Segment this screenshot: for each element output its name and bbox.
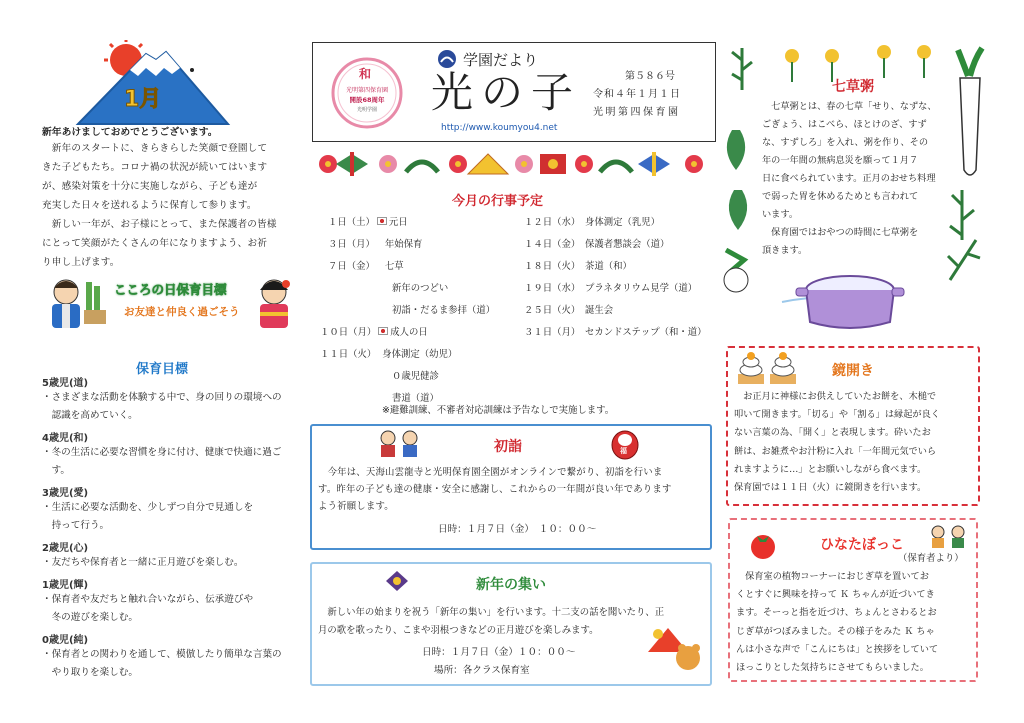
plum-blossom-icon [449,155,467,173]
schedule-event: 身体測定（幼児） [382,349,458,360]
schedule-row [392,368,439,382]
holiday-flag-icon [378,327,388,335]
goal-item [42,429,304,480]
children-with-plant-icon [926,522,970,552]
goal-line: 持って行う。 [42,520,110,531]
girl-kimono-icon [250,276,298,330]
flower-icon [785,49,799,82]
month-label: 1月 [124,87,162,112]
schedule-row [524,302,613,316]
schedule-event: プラネタリウム見学（道） [584,283,698,294]
newsletter-title: 光の子 [431,68,582,117]
kagami-line: 保育園では１１日（火）に鏡開きを行います。 [734,482,927,494]
shinnen-time: 日時：１月７日（金）１０：００〜 [422,647,576,658]
issue-number: 第５８６号 [625,71,675,82]
schedule-date: １１日（火） [320,349,377,360]
schedule-event: 七草 [384,261,404,272]
masthead [312,42,716,142]
goal-age: 4歳児(和) [42,433,89,444]
greeting-title: 新年あけましておめでとうございます。 [42,127,218,138]
goal-item [42,576,304,627]
new-year-ornament-strip [318,150,710,178]
goal-line: ・生活に必要な活動を、少しずつ自分で見通しを [42,502,254,513]
hatsumode-title: 初詣 [494,439,522,455]
greeting-line: 充実した日々を送れるように保育して参ります。 [42,200,257,211]
greeting-line: 新年のスタートに、きらきらした笑顔で登園して [42,143,268,154]
goal-line: ・友だちや保育者と一緒に正月遊びを楽しむ。 [42,557,244,568]
shinnen-line: 新しい年の始まりを祝う「新年の集い」を行います。十二支の話を聞いたり、正 [318,607,665,618]
plum-blossom-icon [575,155,593,173]
goal-line: ・保育者や友だちと触れ合いながら、伝承遊びや [42,594,254,605]
nanakusa-title: 七草粥 [832,79,874,95]
plum-blossom-icon [685,155,703,173]
goal-age: 0歳児(純) [42,635,89,646]
schedule-event: 茶道（和） [584,261,632,272]
children-praying-icon [376,430,424,458]
leafy-green-icon [727,130,745,170]
goal-line: やり取りを楽しむ。 [42,667,138,678]
folding-fan-icon [468,154,508,174]
herb-icon [732,48,752,90]
shinnen-place: 場所：各クラス保育室 [434,665,530,676]
hinata-line: じぎ草がつぼみました。その様子をみた Ｋ ちゃ [736,625,935,637]
schedule-row [524,258,632,272]
leafy-green-icon [729,190,747,230]
schedule-date: １４日（金） [524,239,576,250]
schedule-date: １０日（月） [320,327,377,338]
schedule-row [524,280,697,294]
schedule-date: ３日（月） [328,239,375,250]
kagami-line: れますように…」とお願いしながら食べます。 [734,463,927,475]
flower-icon [917,45,931,78]
nanakusa-line: 保育園ではおやつの時間に七草粥を [762,227,919,238]
school-emblem-icon [437,49,457,69]
schedule-date: １日（土） [328,217,375,228]
shinnen-title: 新年の集い [476,577,546,593]
goal-line: ・さまざまな活動を体験する中で、身の回りの環境への [42,392,282,403]
hatsumode-line: 今年は、天海山雲龍寺と光明保育園全園がオンラインで繋がり、初詣を行いま [318,467,663,478]
schedule-row [320,324,428,338]
kagami-panel [726,346,980,506]
nanakusa-body [762,98,954,260]
schedule-row [328,214,408,228]
goal-age: 1歳児(輝) [42,580,89,591]
flower-icon [877,45,891,78]
goal-line: 認識を高めていく。 [42,410,138,421]
schedule-date: ３１日（月） [524,327,576,338]
kagami-mochi-icon [736,350,798,386]
fan-and-bear-icon [646,622,706,674]
goal-line: ・冬の生活に必要な習慣を身に付け、健康で快適に過ご [42,447,282,458]
goal-age: 3歳児(愛) [42,488,89,499]
schedule-row [524,214,660,228]
goal-age: 5歳児(道) [42,378,89,389]
schedule-event: 誕生会 [584,305,614,316]
goal-line: す。 [42,465,71,476]
pine-branch-icon [600,162,632,172]
hatsumode-line: す。昨年の子ども達の健康・安全に感謝し、これからの一年間が良い年であります [318,484,672,495]
kagami-title: 鏡開き [832,363,874,379]
daikon-radish-icon [958,48,982,175]
schedule-event: 保護者懇談会（道） [584,239,670,250]
plum-blossom-icon [319,155,337,173]
website-link[interactable]: http://www.koumyou4.net [441,123,558,133]
hinata-panel [728,518,978,682]
schedule-row [524,236,669,250]
greeting-line: 新しい一年が、お子様にとって、また保護者の皆様 [42,219,277,230]
schedule-event: ０歳児健診 [392,371,439,382]
daruma-label: 福 [620,447,627,455]
schedule-note: ※避難訓練、不審者対応訓練は予告なしで実施します。 [382,405,615,416]
kagami-body [734,388,976,497]
goals-title: 保育目標 [136,362,189,377]
schedule-date: ７日（金） [328,261,375,272]
issue-date: 令和４年１月１日 [593,89,681,100]
schedule-event: 新年のつどい [392,283,449,294]
seal-kanji: 和 [359,67,372,81]
schedule-row [328,258,404,272]
hatsumode-panel [310,424,712,550]
rice-porridge-pot-icon [782,276,904,328]
pine-branch-icon [406,162,438,172]
schedule-date: １２日（水） [524,217,576,228]
school-name: 光明第四保育園 [593,107,681,118]
kite-icon [540,154,566,174]
kagami-line: ない言葉の為、「開く」と表現します。砕いたお [734,427,931,439]
nanakusa-line: 日に食べられています。正月のおせち料理 [762,173,936,184]
schedule-date: １８日（火） [524,261,576,272]
kokoro-title: こころの日保育目標 [114,282,227,297]
schedule-row [328,236,422,250]
greeting-line: にとって笑顔がたくさんの年になりますよう、お祈 [42,238,268,249]
tomato-icon [748,530,778,560]
schedule-event: 身体測定（乳児） [584,217,660,228]
plum-blossom-icon [515,155,533,173]
seal-line-1: 光明第四保育園 [345,87,388,94]
goal-item [42,539,304,572]
schedule-row [524,324,707,338]
schedule-right-list [524,214,714,344]
hinata-line: ます。そーっと指を近づけ、ちょんとさわるとお [736,607,937,619]
kagami-line: お正月に神様にお供えしていたお餅を、木槌で [734,391,937,402]
seal-line-3: 光明学園 [356,107,377,113]
schedule-event: 書道（道） [392,393,439,404]
seal-line-2: 開設68周年 [349,96,385,104]
schedule-row [392,302,495,316]
kagami-line: 叩いて開きます。「切る」や「割る」は縁起が良く [734,409,940,421]
hinata-body [736,568,974,677]
shinnen-panel [310,562,712,686]
hatsumode-line: よう祈願します。 [318,501,394,512]
schedule-left-list [320,214,518,414]
nanakusa-line: な、すずしろ」を入れ、粥を作り、その [762,137,929,148]
kadomatsu-icon [82,280,108,326]
schedule-event: セカンドステップ（和・道） [584,327,707,338]
schedule-date: ２５日（火） [524,305,576,316]
greeting-line: が、感染対策を十分に実施しながら、子ども達が [42,181,258,192]
goal-item [42,374,304,425]
goal-age: 2歳児(心) [42,543,89,554]
schedule-row [392,280,448,294]
nanakusa-line: ごぎょう、はこべら、ほとけのざ、すず [762,119,927,130]
plum-blossom-icon [379,155,397,173]
schedule-event: 初詣・だるま参拝（道） [392,305,496,316]
newsletter-subtitle: 学園だより [463,51,539,69]
nanakusa-line: 年の一年間の無病息災を願って１月７ [762,155,919,166]
greeting-body [42,139,304,272]
kokoro-subtitle: お友達と仲良く過ごそう [124,306,240,318]
greeting-line: り申し上げます。 [42,257,120,268]
schedule-date: １９日（水） [524,283,576,294]
hinata-line: くとすぐに興味を持って Ｋ ちゃんが近づいてき [736,589,935,601]
spinning-top-icon [638,152,670,176]
hatsumode-time: 日時：１月７日（金） １０：００〜 [438,524,597,535]
spinning-top-icon [384,568,410,594]
shinnen-line: 月の歌を歌ったり、こまや羽根つきなどの正月遊びを楽しみます。 [318,625,599,636]
nanakusa-line: います。 [762,209,799,220]
hinata-line: ほっこりとした気持ちにさせてもらいました。 [736,662,929,674]
greeting-line: きた子どもたち。コロナ禍の状況が続いてはいます [42,162,268,173]
goal-line: 冬の遊びを楽しむ。 [42,612,138,623]
schedule-title: 今月の行事予定 [452,194,544,209]
goal-line: ・保育者との関わりを通して、模倣したり簡単な言葉の [42,649,282,660]
hinata-line: 保育室の植物コーナーにおじぎ草を置いてお [736,571,929,582]
spinning-top-icon [336,152,368,176]
nanakusa-line: で弱った胃を休めるためとも言われて [762,191,919,202]
turnip-icon [724,250,748,292]
left-column [40,40,302,690]
schedule-row [320,346,457,360]
nanakusa-line: 七草粥とは、春の七草「せり、なずな、 [762,101,937,112]
schedule-event: 元日 [388,217,408,228]
goals-list [42,374,304,682]
hinata-title: ひなたぼっこ [820,537,904,553]
hinata-line: んは小さな声で「こんにちは」と挨拶をしていて [736,643,939,655]
goal-item [42,631,304,682]
hatsumode-body [318,464,706,515]
schedule-event: 成人の日 [390,327,428,338]
holiday-flag-icon [377,217,387,225]
hinata-from: （保育者より） [898,553,964,564]
kagami-line: 餅は、お雑煮やお汁粉に入れ「一年間元気でいら [734,445,937,457]
goal-item [42,484,304,535]
schedule-event: 年始保育 [384,239,423,250]
nanakusa-line: 頂きます。 [762,245,808,256]
kokoro-banner [44,276,298,330]
